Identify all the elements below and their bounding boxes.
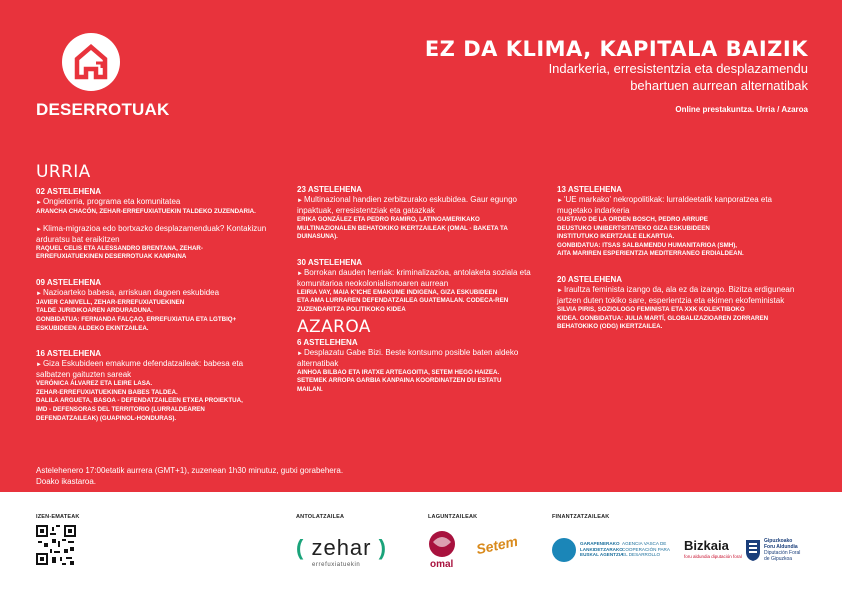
garapenerako-logo-icon — [552, 538, 576, 562]
session-speakers: SILVIA PIRIS, SOZIOLOGO FEMINISTA ETA XXK KOLEKTIBOKO — [557, 305, 745, 313]
omal-logo-icon — [428, 528, 462, 570]
session-speakers: ZUZENDARITZA POLITIKOKO KIDEA — [297, 305, 406, 313]
session-speakers: KIDEA. GONBIDATUA: JULIA MARTÍ, GLOBALIZAZIOAREN ZORRAREN — [557, 314, 769, 322]
session-topic: ►Multinazional handien zerbitzurako eskubidea. Gaur egungo inpaktuak, erresistentziak eta gatazkak — [297, 195, 517, 215]
session-day: 30 ASTELEHENA — [297, 257, 363, 267]
session-speakers: GONBIDATUA: ITSAS SALBAMENDU HUMANITARIOA (SMH), — [557, 241, 737, 249]
session-speakers: ZEHAR-ERREFUXIATUEKINEN BABES TALDEA. — [36, 388, 178, 396]
session-speakers: MAILAN. — [297, 385, 323, 393]
zehar-subtitle: errefuxiatuekin — [312, 562, 361, 568]
bizkaia-subtitle: foru aldundia diputación foral — [684, 554, 742, 559]
online-info: Online prestakuntza. Urria / Azaroa — [675, 105, 808, 114]
antolatzailea-label: ANTOLATZAILEA — [296, 514, 345, 520]
session-6 — [297, 338, 542, 395]
session-topic: ►'UE markako' nekropolitikak: lurraldeetatik kanporatzea eta mugetako indarkeria — [557, 195, 772, 215]
zehar-logo: ( zehar ) — [296, 535, 387, 560]
brand-name: DESERROTUAK — [36, 100, 170, 119]
session-speakers: DUINASUNA). — [297, 233, 338, 241]
schedule-note-line-2: Doako ikastaroa. — [36, 477, 97, 486]
session-day: 13 ASTELEHENA — [557, 185, 623, 194]
house-icon — [62, 33, 120, 91]
session-speakers: DEUSTUKO UNIBERTSITATEKO GIZA ESKUBIDEEN — [557, 224, 710, 232]
session-speakers: MULTINAZIONALEN BEHATOKIKO IKERTZAILEAK (OMAL - BAKETA TA — [297, 224, 508, 232]
arrow-icon: ► — [557, 287, 563, 294]
session-day: 20 ASTELEHENA — [557, 274, 623, 284]
session-day: 6 ASTELEHENA — [297, 337, 358, 347]
session-09 — [36, 278, 281, 333]
svg-text:omal: omal — [430, 559, 454, 570]
session-day: 09 ASTELEHENA — [36, 277, 102, 287]
session-speakers: ERIKA GONZÁLEZ ETA PEDRO RAMIRO, LATINOAMERIKAKO — [297, 216, 480, 223]
arrow-icon: ► — [297, 350, 303, 357]
column-right — [557, 179, 807, 332]
subtitle-line-1: Indarkeria, erresistentzia eta desplazamendu — [548, 61, 808, 76]
session-topic: ►Borrokan dauden herriak: kriminalizazioa, antolaketa soziala eta komunitarioa neokolonialismoaren aurrean — [297, 267, 531, 288]
session-speakers: ESKUBIDEEN ALDEKO EKINTZAILEA. — [36, 324, 149, 332]
qr-code-icon[interactable] — [36, 525, 76, 565]
session-16 — [36, 349, 281, 423]
schedule-note — [36, 465, 343, 487]
session-speakers: GUSTAVO DE LA ORDEN BOSCH, PEDRO ARRUPE — [557, 216, 708, 223]
session-day: 16 ASTELEHENA — [36, 349, 102, 359]
month-heading-urria: URRIA — [36, 162, 91, 182]
session-speakers: SETEMEK ARROPA GARBIA KANPAINA KOORDINATZEN DU ESTATU — [297, 377, 502, 385]
arrow-icon: ► — [36, 226, 42, 233]
session-day: 02 ASTELEHENA — [36, 187, 102, 196]
arrow-icon: ► — [297, 198, 303, 204]
gipuzkoa-crest-icon — [745, 538, 761, 562]
agencia-vasca-text: AGENCIA VASCA DE COOPERACIÓN PARA EL DESARROLLO — [622, 541, 670, 557]
arrow-icon: ► — [557, 198, 563, 204]
column-urria — [36, 163, 281, 423]
session-speakers: ERREFUXIATUEKINEN DESERROTUAK KANPAINA — [36, 253, 187, 261]
session-23 — [297, 185, 542, 242]
session-speakers: ETA AMA LURRAREN DEFENDATZAILEA GUATEMALAN. CODECA-REN — [297, 297, 509, 305]
session-speakers: RAQUEL CELIS ETA ALESSANDRO BRENTANA, ZEHAR- — [36, 244, 203, 252]
arrow-icon: ► — [36, 200, 42, 206]
session-speakers: GONBIDATUA: FERNANDA FALÇAO, ERREFUXIATUA ETA LGTBIQ+ — [36, 315, 237, 323]
deserrotuak-logo — [62, 33, 120, 91]
session-topic: ►Iraultza feminista izango da, ala ez da izango. Bizitza erdigunean jartzen duten tokiko sare, esperientzia eta ekimen ekofeministak — [557, 284, 795, 305]
session-speakers: TALDE JURIDIKOAREN ARDURADUNA. — [36, 307, 153, 315]
month-heading-azaroa: AZAROA — [297, 316, 371, 337]
session-02 — [36, 187, 281, 262]
finantzatzaileak-label: FINANTZATZAILEAK — [552, 514, 610, 520]
setem-logo: Setem — [474, 532, 520, 558]
session-speakers: AINHOA BILBAO ETA IRATXE ARTEAGOITIA, SETEM HEGO HAIZEA. — [297, 368, 500, 376]
session-speakers: ARANCHA CHACÓN, ZEHAR-ERREFUXIATUEKIN TALDEKO ZUZENDARIA. — [36, 208, 256, 215]
subtitle-line-2: behartuen aurrean alternatibak — [630, 78, 808, 93]
session-topic: ►Ongietorria, programa eta komunitatea — [36, 197, 181, 206]
session-speakers: JAVIER CANIVELL, ZEHAR-ERREFUXIATUEKINEN — [36, 298, 185, 306]
izen-emateak-label: IZEN-EMATEAK — [36, 514, 80, 520]
gipuzkoa-text: Gipuzkoako Foru Aldundia Diputación Foral de Gipuzkoa — [764, 538, 801, 562]
session-topic: ►Nazioarteko babesa, arriskuan dagoen eskubidea — [36, 287, 220, 297]
schedule-note-line-1: Astelehenero 17:00etatik aurrera (GMT+1), zuzenean 1h30 minutuz, gutxi gorabehera. — [36, 466, 344, 475]
session-speakers: DEFENDATZAILEAK) (GUAPINOL-HONDURAS). — [36, 414, 177, 422]
laguntzaileak-label: LAGUNTZAILEAK — [428, 514, 478, 520]
session-topic: ►Klima-migrazioa edo bortxazko desplazamenduak? Kontakizun arduratsu bat eraikitzen — [36, 223, 267, 244]
session-13 — [557, 185, 807, 259]
column-middle — [297, 179, 542, 394]
garapenerako-text: GARAPENERAKO LANKIDETZARAKO EUSKAL AGENTZIA — [580, 541, 624, 557]
arrow-icon: ► — [36, 362, 42, 369]
session-speakers: AITA MARIREN ESPERIENTZIA MEDITERRANEO ERDIALDEAN. — [557, 250, 744, 258]
session-speakers: INSTITUTUKO IKERTZAILE ELKARTUA. — [557, 233, 675, 241]
session-speakers: DALILA ARGUETA, BASOA - DEFENDATZAILEEN ETXEA PROIEKTUA, — [36, 397, 243, 405]
session-topic: ►Giza Eskubideen emakume defendatzaileak: babesa eta salbatzen gaituzten sareak — [36, 359, 244, 380]
arrow-icon: ► — [36, 290, 42, 297]
session-speakers: IMD - DEFENSORAS DEL TERRITORIO (LURRALDEAREN — [36, 405, 205, 413]
arrow-icon: ► — [297, 270, 303, 277]
page-title: EZ DA KLIMA, KAPITALA BAIZIK — [424, 37, 808, 61]
session-20 — [557, 275, 807, 332]
session-speakers: LEIRIA VAY, MAIA K'ICHE EMAKUME INDIGENA, GIZA ESKUBIDEEN — [297, 288, 498, 296]
session-speakers: BEHATOKIKO (ODG) IKERTZAILEA. — [557, 323, 663, 331]
session-speakers: VERÓNICA ÁLVAREZ ETA LEIRE LASA. — [36, 380, 153, 388]
session-30 — [297, 258, 542, 315]
session-day: 23 ASTELEHENA — [297, 185, 363, 194]
session-topic: ►Desplazatu Gabe Bizi. Beste kontsumo posible baten aldeko alternatibak — [297, 347, 519, 368]
bizkaia-logo: Bizkaia — [684, 538, 729, 553]
